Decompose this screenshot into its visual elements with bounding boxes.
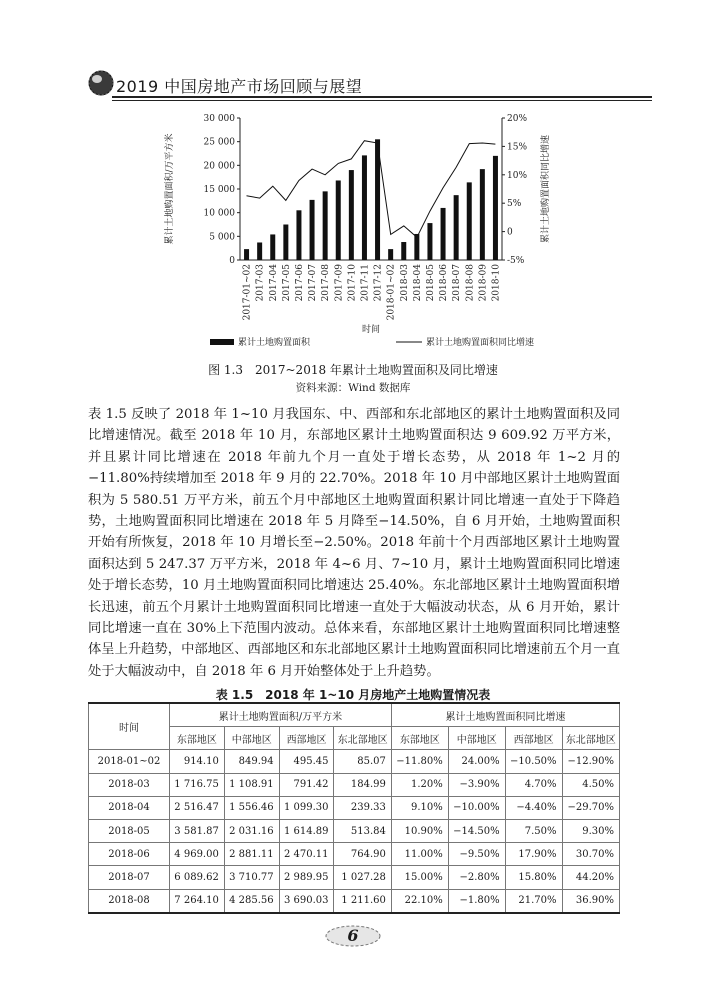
table-cell: −2.80% — [448, 866, 505, 889]
table-cell: 184.99 — [334, 773, 391, 796]
area-group-header: 累计土地购置面积/万平方米 — [170, 703, 392, 727]
table-row — [89, 889, 620, 913]
table-cell: 15.80% — [505, 866, 562, 889]
sub-header-5: 中部地区 — [448, 727, 505, 750]
table-cell: 1 556.46 — [224, 796, 279, 819]
land-purchase-table — [88, 702, 620, 914]
sub-header-2: 西部地区 — [279, 727, 334, 750]
right-tick-label: 10% — [507, 170, 528, 181]
bar — [427, 223, 432, 260]
right-tick-label: 15% — [507, 142, 528, 153]
x-tick-label: 2018-03 — [399, 264, 410, 302]
x-axis-title: 时间 — [361, 325, 381, 335]
table-cell: 791.42 — [279, 773, 334, 796]
header-rule-thin — [112, 100, 652, 101]
table-cell: 764.90 — [334, 843, 391, 866]
table-cell: 6 089.62 — [170, 866, 225, 889]
table-cell: 1 211.60 — [334, 889, 391, 913]
page-number: 6 — [347, 926, 359, 945]
table-cell: −11.80% — [391, 750, 448, 773]
table-cell: 24.00% — [448, 750, 505, 773]
left-axis-title: 累计土地购置面积/万平方米 — [165, 133, 175, 245]
bar — [467, 182, 472, 260]
left-tick-label: 30 000 — [203, 114, 235, 124]
table-title: 表 1.5 2018 年 1~10 月房地产土地购置情况表 — [215, 688, 491, 702]
legend-bar-swatch — [210, 339, 234, 345]
table-cell: 1.20% — [391, 773, 448, 796]
bar — [296, 210, 301, 260]
table-cell: 2 881.11 — [224, 843, 279, 866]
legend-bar-label: 累计土地购置面积 — [238, 338, 311, 348]
table-row — [89, 796, 620, 819]
table-cell: 3 581.87 — [170, 819, 225, 842]
row-time-cell: 2018-05 — [89, 819, 170, 842]
table-cell: 849.94 — [224, 750, 279, 773]
table-cell: −12.90% — [562, 750, 619, 773]
sub-header-3: 东北部地区 — [334, 727, 391, 750]
x-tick-label: 2018-10 — [491, 264, 502, 302]
x-tick-label: 2017-01~02 — [242, 264, 253, 321]
x-tick-label: 2018-06 — [439, 264, 450, 302]
left-tick-label: 5 000 — [209, 232, 235, 243]
table-cell: 10.90% — [391, 819, 448, 842]
table-cell: 4 969.00 — [170, 843, 225, 866]
table-cell: 30.70% — [562, 843, 619, 866]
x-tick-label: 2017-09 — [334, 264, 345, 302]
table-row — [89, 819, 620, 842]
table-cell: −3.90% — [448, 773, 505, 796]
right-tick-label: -5% — [507, 256, 525, 266]
sub-header-7: 东北部地区 — [562, 727, 619, 750]
table-cell: 1 614.89 — [279, 819, 334, 842]
bar — [362, 155, 367, 260]
left-tick-label: 0 — [229, 256, 235, 266]
legend-line-label: 累计土地购置面积同比增速 — [426, 338, 535, 348]
x-tick-label: 2017-04 — [268, 264, 279, 302]
table-cell: 15.00% — [391, 866, 448, 889]
table-row — [89, 750, 620, 773]
bar — [493, 156, 498, 260]
x-tick-label: 2018-04 — [412, 264, 423, 302]
table-cell: 4 285.56 — [224, 889, 279, 913]
sub-header-1: 中部地区 — [224, 727, 279, 750]
bar — [401, 242, 406, 260]
row-time-cell: 2018-01~02 — [89, 750, 170, 773]
table-row — [89, 843, 620, 866]
body-paragraph: 表 1.5 反映了 2018 年 1~10 月我国东、中、西部和东北部地区的累计土地购置面积及同比增速情况。截至 2018 年 10 月，东部地区累计土地购置面积达 9 609.92 万平方米，并且累计同比增速在 2018 年前九个月一直处于增长态势，从 2018 年 1~2 月的 −11.80%持续增加至 2018 年 9 月的 22.70%。2018 年 10 月中部地区累计土地购置面积为 5 580.51 万平方米，前五个月中部地区土地购置面积累计同比增速一直处于下降趋势，土地购置面积同比增速在 2018 年 5 月降至−14.50%，自 6 月开始，土地购置面积开始有所恢复，2018 年 10 月增长至−2.50%。2018 年前十个月西部地区累计土地购置面积达到 5 247.37 万平方米，2018 年 4~6 月、7~10 月，累计土地购置面积同比增速处于增长态势，10 月土地购置面积同比增速达 25.40%。东北部地区累计土地购置面积增长迅速，前五个月累计土地购置面积同比增速一直处于大幅波动状态，从 6 月开始，累计同比增速一直在 30%上下范围内波动。总体来看，东部地区累计土地购置面积同比增速整体呈上升趋势，中部地区、西部地区和东北部地区累计土地购置面积同比增速前五个月一直处于大幅波动中，自 2018 年 6 月开始整体处于上升趋势。 — [88, 407, 620, 679]
table-cell: 85.07 — [334, 750, 391, 773]
bar — [336, 180, 341, 260]
x-tick-label: 2017-06 — [294, 264, 305, 302]
left-tick-label: 15 000 — [203, 185, 235, 195]
table-cell: 11.00% — [391, 843, 448, 866]
table-cell: 1 027.28 — [334, 866, 391, 889]
table-cell: 1 099.30 — [279, 796, 334, 819]
globe-logo-icon — [88, 70, 114, 96]
left-tick-label: 10 000 — [203, 208, 235, 219]
table-cell: 44.20% — [562, 866, 619, 889]
table-cell: 4.50% — [562, 773, 619, 796]
table-cell: −29.70% — [562, 796, 619, 819]
table-cell: 495.45 — [279, 750, 334, 773]
figure-caption: 图 1.3 2017~2018 年累计土地购置面积及同比增速 — [208, 363, 498, 377]
right-tick-label: 0 — [507, 227, 513, 238]
table-cell: 3 710.77 — [224, 866, 279, 889]
bar — [244, 249, 249, 260]
bar — [257, 242, 262, 260]
table-cell: 17.90% — [505, 843, 562, 866]
table-cell: 9.10% — [391, 796, 448, 819]
figure-source: 资料来源：Wind 数据库 — [295, 382, 411, 394]
row-time-cell: 2018-06 — [89, 843, 170, 866]
bar — [349, 170, 354, 260]
table-cell: 3 690.03 — [279, 889, 334, 913]
time-header: 时间 — [89, 703, 170, 750]
table-cell: −1.80% — [448, 889, 505, 913]
header-title: 2019 中国房地产市场回顾与展望 — [116, 77, 363, 96]
table-cell: 239.33 — [334, 796, 391, 819]
row-time-cell: 2018-08 — [89, 889, 170, 913]
x-tick-label: 2018-07 — [452, 264, 463, 302]
table-cell: 2 470.11 — [279, 843, 334, 866]
x-tick-label: 2018-08 — [465, 264, 476, 302]
table-cell: 1 108.91 — [224, 773, 279, 796]
bar — [270, 234, 275, 260]
bar — [388, 249, 393, 260]
table-cell: 36.90% — [562, 889, 619, 913]
table-row — [89, 866, 620, 889]
row-time-cell: 2018-07 — [89, 866, 170, 889]
right-tick-label: 20% — [507, 114, 528, 124]
x-tick-label: 2018-09 — [478, 264, 489, 302]
table-cell: −10.50% — [505, 750, 562, 773]
table-cell: 21.70% — [505, 889, 562, 913]
table-cell: 7.50% — [505, 819, 562, 842]
x-tick-label: 2018-01~02 — [386, 264, 397, 321]
right-axis-title: 累计土地购置面积同比增速 — [541, 134, 551, 244]
table-cell: 2 989.95 — [279, 866, 334, 889]
table-cell: 1 716.75 — [170, 773, 225, 796]
table-cell: 9.30% — [562, 819, 619, 842]
table-cell: 2 516.47 — [170, 796, 225, 819]
x-tick-label: 2017-12 — [373, 264, 384, 302]
row-time-cell: 2018-03 — [89, 773, 170, 796]
table-cell: 22.10% — [391, 889, 448, 913]
row-time-cell: 2018-04 — [89, 796, 170, 819]
running-header — [88, 68, 648, 102]
sub-header-0: 东部地区 — [170, 727, 225, 750]
bar — [310, 200, 315, 260]
x-tick-label: 2018-05 — [425, 264, 436, 302]
bar — [480, 169, 485, 260]
table-cell: −4.40% — [505, 796, 562, 819]
table-row — [89, 773, 620, 796]
left-tick-label: 25 000 — [203, 137, 235, 148]
land-purchase-chart — [150, 108, 570, 360]
table-cell: 4.70% — [505, 773, 562, 796]
x-tick-label: 2017-05 — [281, 264, 292, 302]
table-cell: 513.84 — [334, 819, 391, 842]
x-tick-label: 2017-03 — [255, 264, 266, 302]
bar — [441, 208, 446, 260]
x-tick-label: 2017-08 — [321, 264, 332, 302]
x-tick-label: 2017-11 — [360, 264, 371, 302]
bar — [283, 225, 288, 261]
table-cell: −9.50% — [448, 843, 505, 866]
page-number-badge — [324, 924, 382, 948]
sub-header-6: 西部地区 — [505, 727, 562, 750]
x-tick-label: 2017-10 — [347, 264, 358, 302]
table-cell: 7 264.10 — [170, 889, 225, 913]
sub-header-4: 东部地区 — [391, 727, 448, 750]
bar — [323, 191, 328, 260]
table-cell: −14.50% — [448, 819, 505, 842]
left-tick-label: 20 000 — [203, 161, 235, 172]
x-tick-label: 2017-07 — [308, 264, 319, 302]
header-rule — [112, 96, 652, 98]
growth-group-header: 累计土地购置面积同比增速 — [391, 703, 619, 727]
table-cell: 914.10 — [170, 750, 225, 773]
right-tick-label: 5% — [507, 199, 522, 210]
bar — [454, 195, 459, 260]
table-cell: 2 031.16 — [224, 819, 279, 842]
table-cell: −10.00% — [448, 796, 505, 819]
